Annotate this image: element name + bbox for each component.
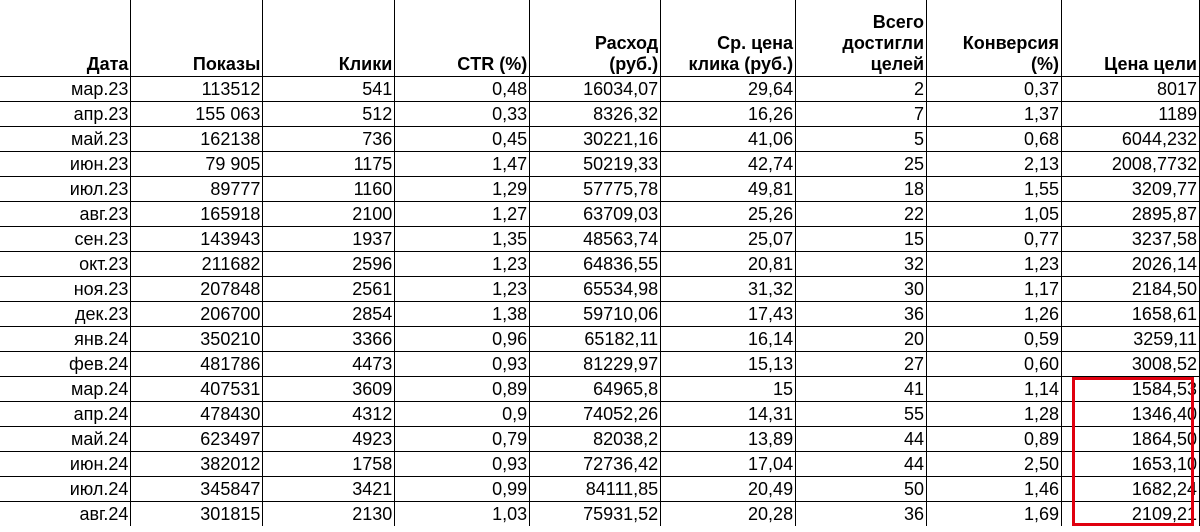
cell-ctr[interactable]: 0,48 [395,77,530,102]
cell-spend[interactable]: 84111,85 [530,477,661,502]
cell-date[interactable]: май.23 [0,127,131,152]
header-impressions[interactable]: Показы [131,0,263,77]
cell-impressions[interactable]: 143943 [131,227,263,252]
cell-spend[interactable]: 63709,03 [530,202,661,227]
cell-avg-cpc[interactable]: 20,28 [661,502,796,527]
cell-conversion[interactable]: 0,77 [927,227,1062,252]
cell-avg-cpc[interactable]: 42,74 [661,152,796,177]
cell-ctr[interactable]: 0,45 [395,127,530,152]
cell-avg-cpc[interactable]: 16,14 [661,327,796,352]
cell-impressions[interactable]: 301815 [131,502,263,527]
header-spend[interactable]: Расход (руб.) [530,0,661,77]
cell-goal-cost[interactable]: 1658,61 [1062,302,1200,327]
cell-avg-cpc[interactable]: 31,32 [661,277,796,302]
table-body [0,77,1200,527]
cell-impressions[interactable]: 350210 [131,327,263,352]
cell-ctr[interactable]: 0,96 [395,327,530,352]
cell-impressions[interactable]: 79 905 [131,152,263,177]
cell-impressions[interactable]: 155 063 [131,102,263,127]
table-row [0,77,1200,102]
table-row [0,502,1200,527]
cell-conversion[interactable]: 1,69 [927,502,1062,527]
cell-avg-cpc[interactable]: 17,43 [661,302,796,327]
cell-avg-cpc[interactable]: 13,89 [661,427,796,452]
table-row [0,102,1200,127]
cell-goal-cost[interactable]: 8017 [1062,77,1200,102]
cell-avg-cpc[interactable]: 16,26 [661,102,796,127]
cell-spend[interactable]: 8326,32 [530,102,661,127]
cell-goals-reached[interactable]: 25 [796,152,927,177]
cell-clicks[interactable]: 512 [263,102,395,127]
cell-date[interactable]: июн.24 [0,452,131,477]
cell-spend[interactable]: 72736,42 [530,452,661,477]
cell-goals-reached[interactable]: 27 [796,352,927,377]
cell-spend[interactable]: 65534,98 [530,277,661,302]
cell-spend[interactable]: 64965,8 [530,377,661,402]
cell-date[interactable]: апр.24 [0,402,131,427]
cell-ctr[interactable]: 1,03 [395,502,530,527]
cell-impressions[interactable]: 407531 [131,377,263,402]
cell-goal-cost[interactable]: 1189 [1062,102,1200,127]
header-goals-reached[interactable]: Всего достигли целей [796,0,927,77]
table-row [0,227,1200,252]
cell-date[interactable]: янв.24 [0,327,131,352]
cell-ctr[interactable]: 1,38 [395,302,530,327]
cell-impressions[interactable]: 382012 [131,452,263,477]
cell-date[interactable]: фев.24 [0,352,131,377]
cell-conversion[interactable]: 1,14 [927,377,1062,402]
table-row [0,277,1200,302]
cell-avg-cpc[interactable]: 25,26 [661,202,796,227]
cell-goal-cost[interactable]: 6044,232 [1062,127,1200,152]
header-goal-cost[interactable]: Цена цели [1062,0,1200,77]
cell-avg-cpc[interactable]: 14,31 [661,402,796,427]
cell-date[interactable]: окт.23 [0,252,131,277]
header-clicks[interactable]: Клики [263,0,395,77]
cell-avg-cpc[interactable]: 41,06 [661,127,796,152]
table-row [0,427,1200,452]
cell-date[interactable]: авг.24 [0,502,131,527]
cell-spend[interactable]: 57775,78 [530,177,661,202]
cell-date[interactable]: июн.23 [0,152,131,177]
table-row [0,377,1200,402]
cell-conversion[interactable]: 1,05 [927,202,1062,227]
cell-impressions[interactable]: 207848 [131,277,263,302]
cell-conversion[interactable]: 0,89 [927,427,1062,452]
cell-ctr[interactable]: 1,27 [395,202,530,227]
cell-goals-reached[interactable]: 41 [796,377,927,402]
cell-goal-cost[interactable]: 2026,14 [1062,252,1200,277]
cell-goal-cost[interactable]: 3209,77 [1062,177,1200,202]
cell-conversion[interactable]: 1,46 [927,477,1062,502]
cell-ctr[interactable]: 1,23 [395,277,530,302]
table-row [0,452,1200,477]
cell-goals-reached[interactable]: 50 [796,477,927,502]
cell-conversion[interactable]: 1,23 [927,252,1062,277]
cell-date[interactable]: июл.23 [0,177,131,202]
cell-clicks[interactable]: 3421 [263,477,395,502]
cell-avg-cpc[interactable]: 20,81 [661,252,796,277]
cell-date[interactable]: май.24 [0,427,131,452]
cell-spend[interactable]: 59710,06 [530,302,661,327]
header-avg-cpc[interactable]: Ср. цена клика (руб.) [661,0,796,77]
cell-ctr[interactable]: 0,93 [395,352,530,377]
cell-conversion[interactable]: 0,59 [927,327,1062,352]
cell-goal-cost[interactable]: 2184,50 [1062,277,1200,302]
cell-clicks[interactable]: 2561 [263,277,395,302]
cell-goals-reached[interactable]: 36 [796,502,927,527]
table-row [0,327,1200,352]
cell-goals-reached[interactable]: 2 [796,77,927,102]
cell-ctr[interactable]: 0,79 [395,427,530,452]
cell-spend[interactable]: 65182,11 [530,327,661,352]
cell-conversion[interactable]: 0,37 [927,77,1062,102]
cell-ctr[interactable]: 0,93 [395,452,530,477]
cell-clicks[interactable]: 1937 [263,227,395,252]
cell-conversion[interactable]: 1,26 [927,302,1062,327]
cell-conversion[interactable]: 1,37 [927,102,1062,127]
cell-date[interactable]: апр.23 [0,102,131,127]
cell-clicks[interactable]: 3366 [263,327,395,352]
cell-clicks[interactable]: 2854 [263,302,395,327]
cell-conversion[interactable]: 2,50 [927,452,1062,477]
cell-date[interactable]: июл.24 [0,477,131,502]
table-row [0,252,1200,277]
cell-date[interactable]: мар.24 [0,377,131,402]
table-row [0,152,1200,177]
cell-impressions[interactable]: 113512 [131,77,263,102]
cell-conversion[interactable]: 0,68 [927,127,1062,152]
cell-ctr[interactable]: 0,33 [395,102,530,127]
cell-goals-reached[interactable]: 32 [796,252,927,277]
header-row [0,0,1200,77]
cell-spend[interactable]: 82038,2 [530,427,661,452]
cell-impressions[interactable]: 162138 [131,127,263,152]
cell-impressions[interactable]: 481786 [131,352,263,377]
cell-goals-reached[interactable]: 22 [796,202,927,227]
table-row [0,352,1200,377]
cell-date[interactable]: авг.23 [0,202,131,227]
cell-goal-cost[interactable]: 3008,52 [1062,352,1200,377]
cell-goal-cost[interactable]: 2109,21 [1062,502,1200,527]
cell-spend[interactable]: 75931,52 [530,502,661,527]
cell-conversion[interactable]: 2,13 [927,152,1062,177]
header-date[interactable]: Дата [0,0,131,77]
cell-spend[interactable]: 16034,07 [530,77,661,102]
cell-clicks[interactable]: 2596 [263,252,395,277]
cell-avg-cpc[interactable]: 25,07 [661,227,796,252]
cell-goals-reached[interactable]: 36 [796,302,927,327]
cell-avg-cpc[interactable]: 20,49 [661,477,796,502]
cell-goals-reached[interactable]: 18 [796,177,927,202]
cell-clicks[interactable]: 1160 [263,177,395,202]
cell-date[interactable]: сен.23 [0,227,131,252]
cell-ctr[interactable]: 0,99 [395,477,530,502]
cell-ctr[interactable]: 1,35 [395,227,530,252]
cell-ctr[interactable]: 1,29 [395,177,530,202]
cell-clicks[interactable]: 2100 [263,202,395,227]
cell-goal-cost[interactable]: 1653,10 [1062,452,1200,477]
cell-spend[interactable]: 48563,74 [530,227,661,252]
cell-goals-reached[interactable]: 44 [796,427,927,452]
cell-impressions[interactable]: 345847 [131,477,263,502]
cell-goals-reached[interactable]: 55 [796,402,927,427]
cell-goal-cost[interactable]: 2895,87 [1062,202,1200,227]
cell-conversion[interactable]: 1,55 [927,177,1062,202]
cell-clicks[interactable]: 4312 [263,402,395,427]
cell-clicks[interactable]: 4923 [263,427,395,452]
cell-clicks[interactable]: 2130 [263,502,395,527]
table-row [0,402,1200,427]
cell-goal-cost[interactable]: 1864,50 [1062,427,1200,452]
table-row [0,202,1200,227]
cell-conversion[interactable]: 1,17 [927,277,1062,302]
cell-goal-cost[interactable]: 2008,7732 [1062,152,1200,177]
cell-ctr[interactable]: 1,23 [395,252,530,277]
table-row [0,177,1200,202]
cell-goals-reached[interactable]: 7 [796,102,927,127]
cell-spend[interactable]: 30221,16 [530,127,661,152]
cell-avg-cpc[interactable]: 49,81 [661,177,796,202]
table-row [0,477,1200,502]
cell-clicks[interactable]: 1175 [263,152,395,177]
cell-impressions[interactable]: 478430 [131,402,263,427]
cell-avg-cpc[interactable]: 29,64 [661,77,796,102]
cell-clicks[interactable]: 4473 [263,352,395,377]
cell-clicks[interactable]: 736 [263,127,395,152]
cell-spend[interactable]: 64836,55 [530,252,661,277]
cell-impressions[interactable]: 165918 [131,202,263,227]
cell-goals-reached[interactable]: 15 [796,227,927,252]
cell-goals-reached[interactable]: 30 [796,277,927,302]
cell-goal-cost[interactable]: 3237,58 [1062,227,1200,252]
cell-conversion[interactable]: 1,28 [927,402,1062,427]
cell-clicks[interactable]: 1758 [263,452,395,477]
cell-goals-reached[interactable]: 20 [796,327,927,352]
cell-date[interactable]: мар.23 [0,77,131,102]
cell-ctr[interactable]: 0,9 [395,402,530,427]
cell-date[interactable]: дек.23 [0,302,131,327]
cell-avg-cpc[interactable]: 17,04 [661,452,796,477]
cell-spend[interactable]: 74052,26 [530,402,661,427]
cell-avg-cpc[interactable]: 15,13 [661,352,796,377]
cell-goal-cost[interactable]: 1346,40 [1062,402,1200,427]
cell-clicks[interactable]: 541 [263,77,395,102]
header-conversion[interactable]: Конверсия (%) [927,0,1062,77]
cell-goals-reached[interactable]: 5 [796,127,927,152]
cell-spend[interactable]: 81229,97 [530,352,661,377]
cell-goals-reached[interactable]: 44 [796,452,927,477]
table-row [0,127,1200,152]
cell-ctr[interactable]: 0,89 [395,377,530,402]
cell-goal-cost[interactable]: 3259,11 [1062,327,1200,352]
cell-impressions[interactable]: 206700 [131,302,263,327]
cell-avg-cpc[interactable]: 15 [661,377,796,402]
cell-goal-cost[interactable]: 1682,24 [1062,477,1200,502]
header-ctr[interactable]: CTR (%) [395,0,530,77]
cell-clicks[interactable]: 3609 [263,377,395,402]
cell-ctr[interactable]: 1,47 [395,152,530,177]
cell-goal-cost[interactable]: 1584,53 [1062,377,1200,402]
cell-impressions[interactable]: 623497 [131,427,263,452]
cell-spend[interactable]: 50219,33 [530,152,661,177]
cell-date[interactable]: ноя.23 [0,277,131,302]
table-row [0,302,1200,327]
cell-conversion[interactable]: 0,60 [927,352,1062,377]
cell-impressions[interactable]: 211682 [131,252,263,277]
cell-impressions[interactable]: 89777 [131,177,263,202]
